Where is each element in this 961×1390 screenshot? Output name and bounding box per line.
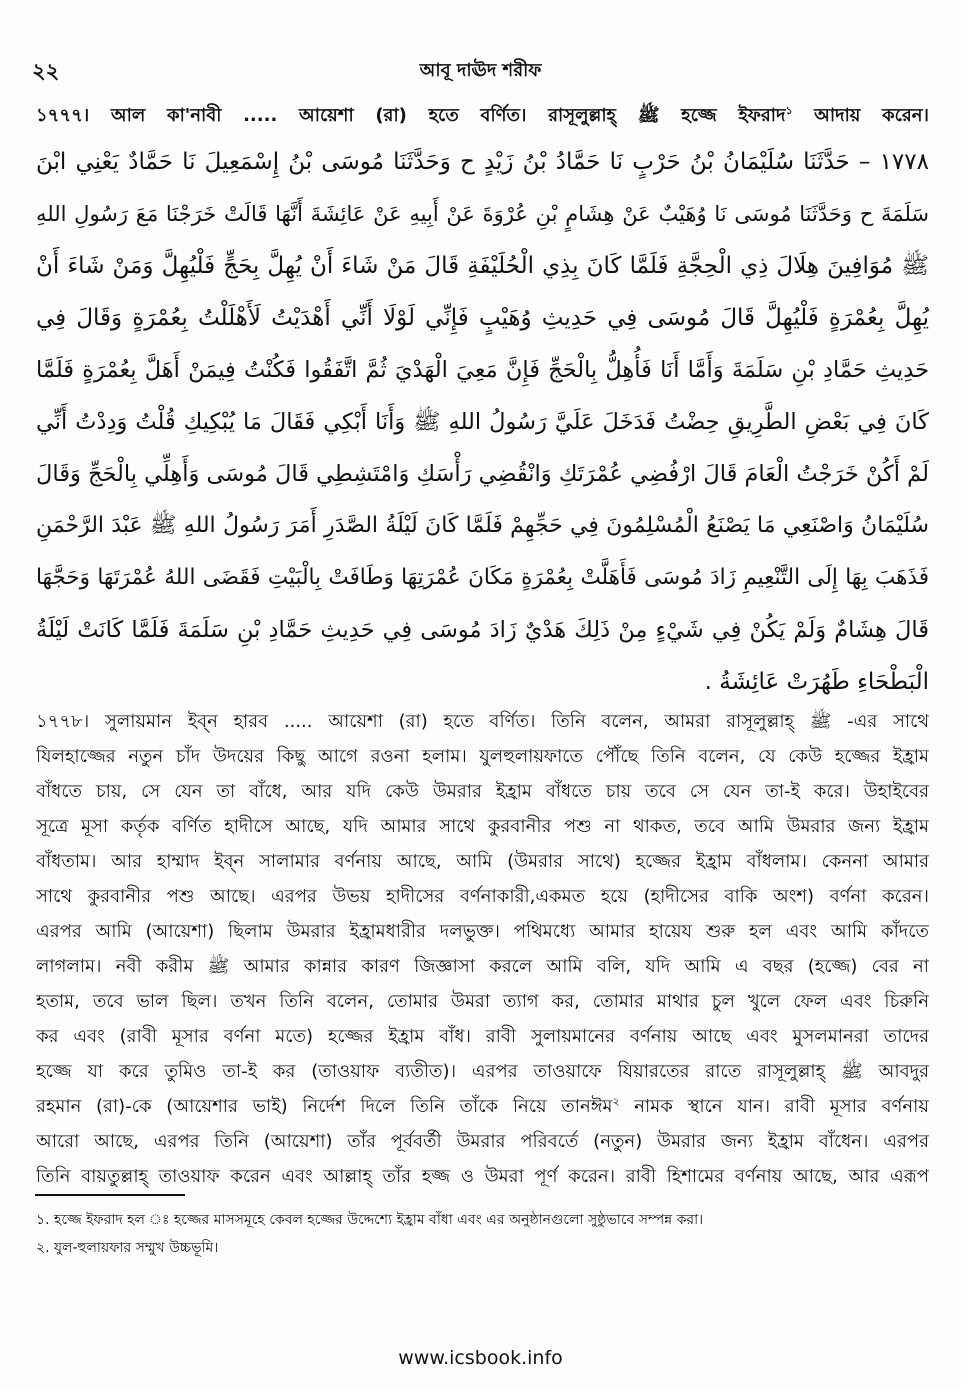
bangla-line-text-end: নামক স্থানে যান। রাবী মূসার বর্ণনায় [619, 1096, 929, 1117]
hadith-1777-translation [36, 98, 929, 133]
footnotes [36, 1206, 929, 1262]
bangla-line [36, 1089, 929, 1124]
arabic-line: فَذَهَبَ بِهَا إِلَى التَّنْعِيمِ زَادَ مُوسَى فَأَهَلَّتْ بِعُمْرَةٍ مَكَانَ عُمْرَتِهَا وَطَافَتْ بِالْبَيْتِ فَقَضَى اللهُ عُمْرَتَهَا وَحَجَّهَا [36, 565, 929, 590]
bangla-line: বাঁধতে চায়, সে যেন তা বাঁধে, আর যদি কেউ উমরার ইহ্রাম বাঁধতে চায় তবে সে যেন তা-ই করে। উহাইবের [36, 781, 929, 802]
bangla-line: লাগলাম। নবী করীম ﷺ আমার কান্নার কারণ জিজ্ঞাসা করলে আমি বলি, যদি আমি এ বছর (হজ্জে) বের না [36, 956, 929, 977]
hadith-1777-text-end: আদায় করেন। [792, 105, 929, 126]
footnote-marker-2: ২ [612, 1095, 620, 1108]
arabic-line: ١٧٧٨ – حَدَّثَنَا سُلَيْمَانُ بْنُ حَرْبٍ نَا حَمَّادُ بْنُ زَيْدٍ ح وَحَدَّثَنَا مُوسَى بْنُ إِسْمَعِيلَ نَا حَمَّادٌ يَعْنِي ابْنَ [36, 149, 929, 175]
bangla-line: সূত্রে মূসা কর্তৃক বর্ণিত হাদীসে আছে, যদি আমার সাথে কুরবানীর পশু না থাকত, তবে আমি উমরার জন্য ইহ্রাম [36, 816, 929, 837]
page-number: ২২ [32, 59, 60, 83]
arabic-hadith-1778 [36, 136, 929, 708]
arabic-line: سُلَيْمَانُ وَاصْنَعِي مَا يَصْنَعُ الْمُسْلِمُونَ فِي حَجِّهِمْ فَلَمَّا كَانَ لَيْلَةُ الصَّدَرِ أَمَرَ رَسُولُ اللهِ ﷺ عَبْدَ الرَّحْمَنِ [36, 513, 929, 538]
footnote-1: ১. হজ্জে ইফরাদ হল ঃ হজ্জের মাসসমূহে কেবল হজ্জের উদ্দেশ্যে ইহ্রাম বাঁধা এবং এর অনুষ্ঠানগুলো সুষ্ঠুভাবে সম্পন্ন করা। [36, 1212, 704, 1228]
arabic-line: لَمْ أَكُنْ خَرَجْتُ الْعَامَ قَالَ ارْفُضِي عُمْرَتَكِ وَانْقُضِي رَأْسَكِ وَامْتَشِطِي قَالَ مُوسَى وَأَهِلِّي بِالْحَجِّ وَقَالَ [36, 461, 929, 487]
footnote-divider [35, 1194, 185, 1196]
arabic-line: ﷺ مُوَافِينَ هِلَالَ ذِي الْحِجَّةِ فَلَمَّا كَانَ بِذِي الْحُلَيْفَةِ قَالَ مَنْ شَاءَ أَنْ يُهِلَّ بِحَجٍّ فَلْيُهِلَّ وَمَنْ شَاءَ أَنْ [36, 253, 929, 279]
arabic-line: حَدِيثِ حَمَّادِ بْنِ سَلَمَةَ وَأَمَّا أَنَا فَأُهِلُّ بِالْحَجِّ فَإِنَّ مَعِيَ الْهَدْيَ ثُمَّ اتَّفَقُوا فَكُنْتُ فِيمَنْ أَهَلَّ بِعُمْرَةٍ فَلَمَّا [36, 357, 929, 383]
bangla-line: তিনি বায়তুল্লাহ্ তাওয়াফ করেন এবং আল্লাহ্ তাঁর হজ্জ ও উমরা পূর্ণ করেন। রাবী হিশামের বর্ণনায় আছে, আর এরূপ [36, 1166, 929, 1187]
bangla-line-text: রহমান (রা)-কে (আয়েশার ভাই) নির্দেশ দিলে তিনি তাঁকে নিয়ে তানঈম [36, 1096, 613, 1117]
bangla-line: কর এবং (রাবী মূসার বর্ণনা মতে) হজ্জের ইহ্রাম বাঁধ। রাবী সুলায়মানের বর্ণনায় আছে এবং মুসলমানরা তাদের [36, 1026, 929, 1047]
bangla-hadith-1778 [36, 704, 929, 1194]
arabic-line: سَلَمَةَ ح وَحَدَّثَنَا مُوسَى نَا وُهَيْبٌ عَنْ هِشَامٍ بْنِ عُرْوَةَ عَنْ أَبِيهِ عَنْ عَائِشَةَ أَنَّهَا قَالَتْ خَرَجْنَا مَعَ رَسُولِ اللهِ [36, 202, 929, 226]
arabic-line-last: الْبَطْحَاءِ طَهُرَتْ عَائِشَةُ . [704, 669, 929, 695]
running-title: আবূ দাঊদ শরীফ [419, 60, 542, 81]
hadith-1777-text: ১৭৭৭। আল কা'নাবী ..... আয়েশা (রা) হতে বর্ণিত। রাসূলুল্লাহ্ ﷺ হজ্জে ইফরাদ [36, 105, 786, 126]
arabic-line: قَالَ هِشَامٌ وَلَمْ يَكُنْ فِي شَيْءٍ مِنْ ذَلِكَ هَدْيٌ زَادَ مُوسَى فِي حَدِيثِ حَمَّادِ بْنِ سَلَمَةَ فَلَمَّا كَانَتْ لَيْلَةُ [36, 617, 929, 643]
footnote-2: ২. যুল-হুলায়ফার সম্মুখ উচ্চভূমি। [36, 1240, 219, 1256]
bangla-line: বাঁধতাম। আর হাম্মাদ ইব্ন সালামার বর্ণনায় আছে, আমি (উমরার সাথে) হজ্জের ইহ্রাম বাঁধলাম। কেননা আমার [36, 851, 929, 872]
footnote-marker-1: ১ [785, 104, 793, 117]
bangla-line: হতাম, তবে ভাল ছিল। তখন তিনি বলেন, তোমার উমরা ত্যাগ কর, তোমার মাথার চুল খুলে ফেল এবং চিরুনি [36, 991, 929, 1012]
bangla-line: আরো আছে, এরপর তিনি (আয়েশা) তাঁর পূর্ববর্তী উমরার পরিবর্তে (নতুন) উমরার জন্য ইহ্রাম বাঁধেন। এরপর [36, 1131, 929, 1152]
bangla-line: সাথে কুরবানীর পশু আছে। এরপর উভয় হাদীসের বর্ণনাকারী,একমত হয়ে (হাদীসের বাকি অংশ) বর্ণনা করেন। [36, 886, 929, 907]
bangla-line: হজ্জে যা করে তুমিও তা-ই কর (তাওয়াফ ব্যতীত)। এরপর তাওয়াফে যিয়ারতের রাতে রাসূলুল্লাহ্ ﷺ আবদুর [36, 1061, 929, 1082]
bangla-line: এরপর আমি (আয়েশা) ছিলাম উমরার ইহ্রামধারীর দলভুক্ত। পথিমধ্যে আমার হায়েয শুরু হল এবং আমি কাঁদতে [36, 921, 929, 942]
arabic-line: يُهِلَّ بِعُمْرَةٍ فَلْيُهِلَّ قَالَ مُوسَى فِي حَدِيثِ وُهَيْبٍ فَإِنِّي لَوْلَا أَنِّي أَهْدَيْتُ لَأَهْلَلْتُ بِعُمْرَةٍ وَقَالَ فِي [36, 305, 929, 331]
bangla-line: ১৭৭৮। সুলায়মান ইব্ন হারব ..... আয়েশা (রা) হতে বর্ণিত। তিনি বলেন, আমরা রাসূলুল্লাহ্ ﷺ -এর সাথে [36, 711, 929, 732]
bangla-line: যিলহাজ্জের নতুন চাঁদ উদয়ের কিছু আগে রওনা হলাম। যুলহুলায়ফাতে পৌঁছে তিনি বলেন, যে কেউ হজ্জের ইহ্রাম [36, 746, 929, 767]
arabic-line: كَانَ فِي بَعْضِ الطَّرِيقِ حِضْتُ فَدَخَلَ عَلَيَّ رَسُولُ اللهِ ﷺ وَأَنَا أَبْكِي فَقَالَ مَا يُبْكِيكِ قُلْتُ وَدِدْتُ أَنِّي [36, 409, 929, 435]
footer-website: www.icsbook.info [398, 1347, 563, 1369]
